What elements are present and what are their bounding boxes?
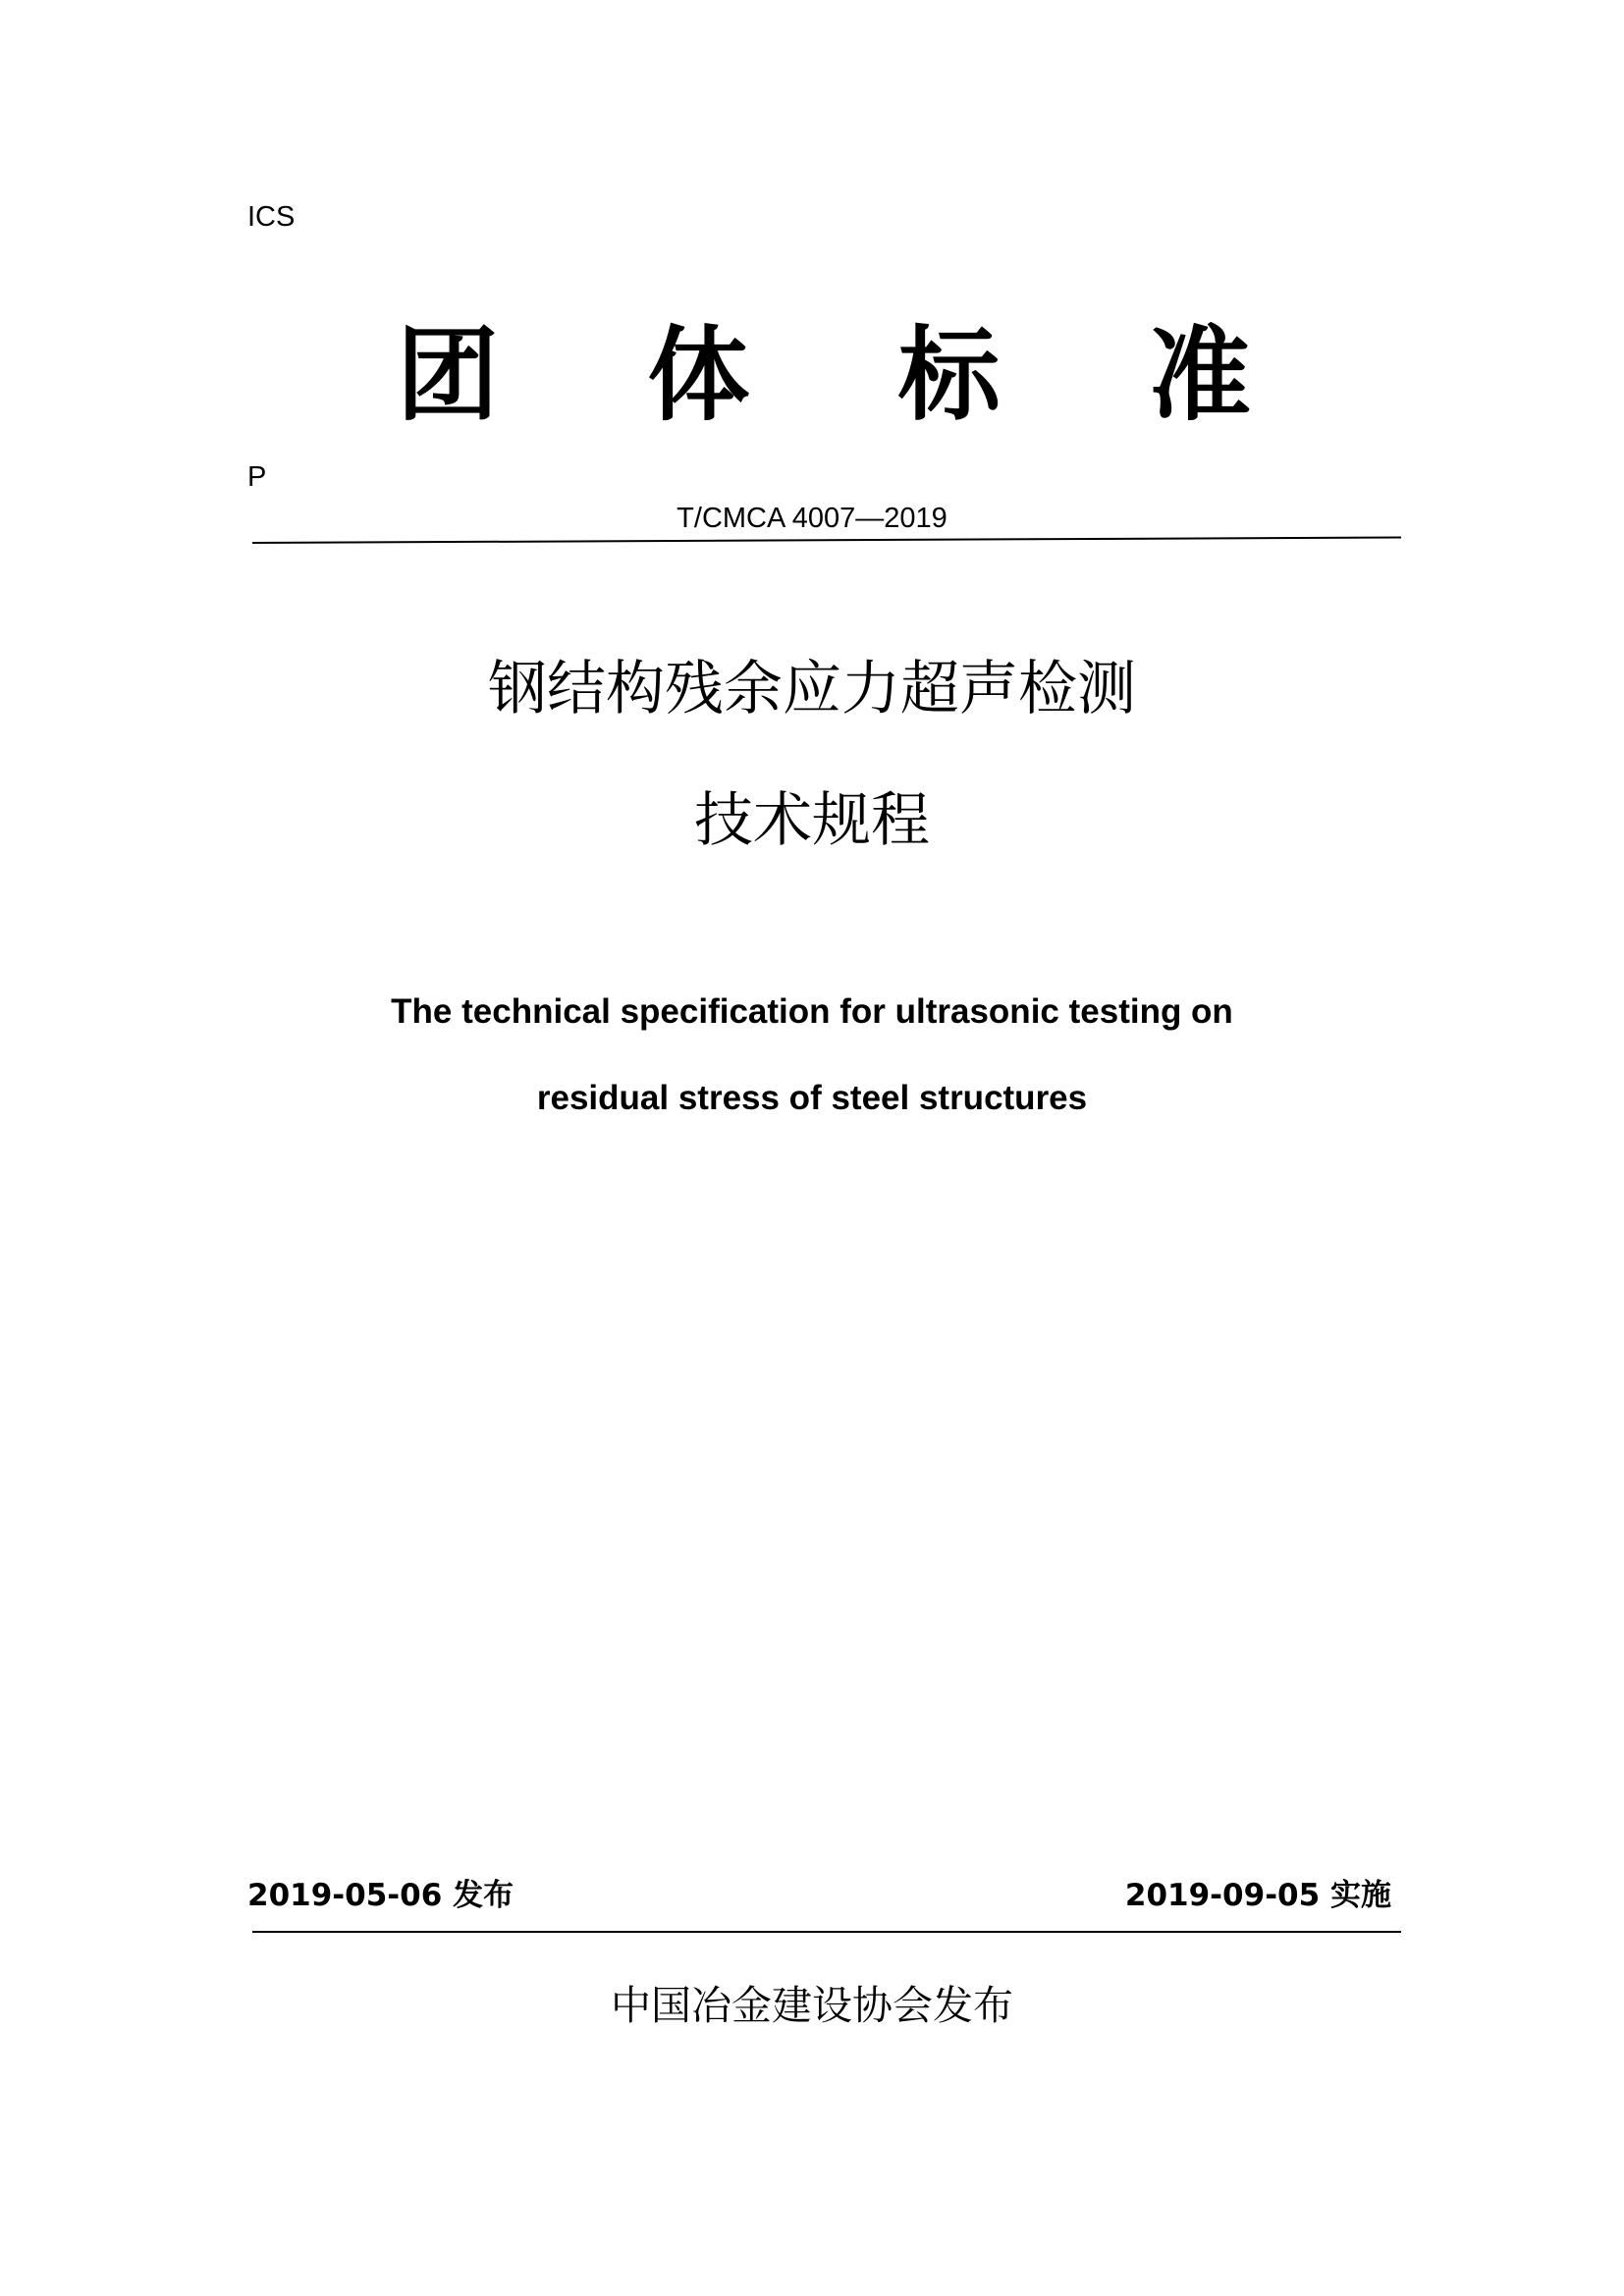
standard-type-char: 标 [897, 315, 1001, 435]
implement-date: 2019-09-05 实施 [1124, 1878, 1391, 1913]
chinese-title-line-1: 钢结构残余应力超声检测 [488, 655, 1136, 723]
english-title-line-1: The technical specification for ultrasonic testing on [391, 992, 1233, 1031]
classification-code: P [247, 461, 267, 493]
standard-type-char: 团 [397, 315, 500, 435]
english-title-line-2: residual stress of steel structures [536, 1079, 1088, 1117]
ics-code: ICS [247, 201, 296, 233]
chinese-title-line-2: 技术规程 [694, 786, 930, 855]
standard-type-char: 准 [1148, 315, 1251, 435]
footer-divider [252, 1931, 1401, 1933]
publish-date: 2019-05-06 发布 [247, 1878, 514, 1913]
standard-number: T/CMCA 4007—2019 [677, 503, 947, 534]
standard-type-heading [397, 315, 1251, 435]
standard-type-char: 体 [647, 315, 750, 435]
publisher: 中国冶金建设协会发布 [611, 1982, 1013, 2029]
header-divider [252, 536, 1401, 544]
